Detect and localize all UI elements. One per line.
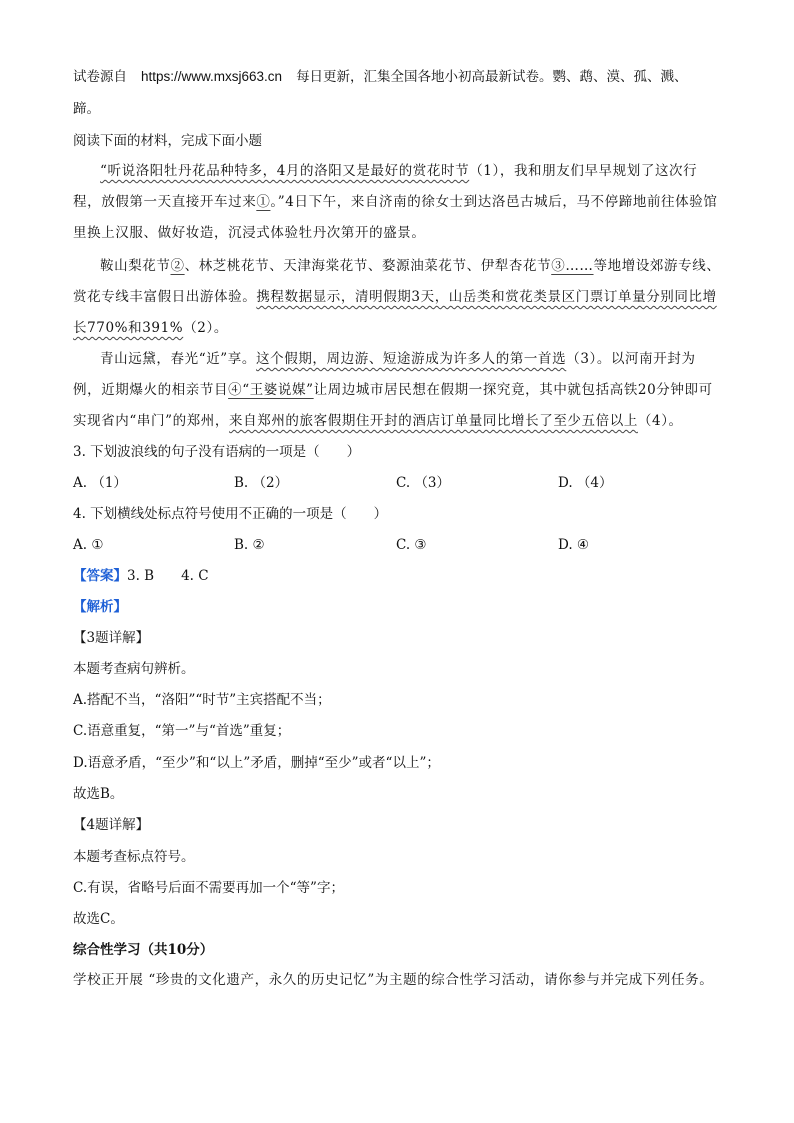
punct-mark-3: ③…… [551,258,594,274]
reading-instruction: 阅读下面的材料，完成下面小题 [73,133,262,149]
detail-3-line: A.搭配不当，“洛阳”“时节”主宾搭配不当； [73,692,331,708]
section-title: 综合性学习（共10分） [73,942,214,958]
q3-option-d[interactable]: D. （4） [558,475,613,491]
answer-text: 3. B 4. C [127,568,209,584]
analysis-label: 【解析】 [73,599,127,615]
detail-4-line: 故选C。 [73,911,124,927]
passage-paragraph-2: 鞍山梨花节②、林芝桃花节、天津海棠花节、婺源油菜花节、伊犁杏花节③……等地增设郊游专线、赏花专线丰富假日出游体验。携程数据显示，清明假期3天，山岳类和赏花类景区门票订单量分别同比增长770%和391%（2）。 [73,258,721,336]
passage-paragraph-3: 青山远黛，春光“近”享。这个假期，周边游、短途游成为许多人的第一首选（3）。以河南开封为例，近期爆火的相亲节目④“王婆说媒”让周边城市居民想在假期一探究竟，其中就包括高铁20分钟即可实现省内“串门”的郑州，来自郑州的旅客假期住开封的酒店订单量同比增长了至少五倍以上（4）。 [73,351,713,429]
q4-option-d[interactable]: D. ④ [558,537,590,553]
q4-option-c[interactable]: C. ③ [396,537,427,553]
q3-option-b[interactable]: B. （2） [234,475,289,491]
detail-4-line: C.有误，省略号后面不需要再加一个“等”字； [73,880,344,896]
detail-4-line: 本题考查标点符号。 [73,849,195,865]
header-wrap: 蹄。 [73,101,100,117]
question-3-stem: 3. 下划波浪线的句子没有语病的一项是（ ） [73,444,361,460]
wavy-sentence-2: 携程数据显示，清明假期3天，山岳类和赏花类景区门票订单量分别同比增长770%和391% [73,289,717,336]
header-suffix: 每日更新，汇集全国各地小初高最新试卷。鹦、鹉、漠、孤、溅、 [296,69,688,85]
detail-4-title: 【4题详解】 [73,817,150,833]
answer-line [73,566,209,586]
q3-option-c[interactable]: C. （3） [396,475,451,491]
detail-3-line: 故选B。 [73,786,124,802]
q4-option-b[interactable]: B. ② [234,537,265,553]
wavy-sentence-4: 来自郑州的旅客假期住开封的酒店订单量同比增长了至少五倍以上 [229,413,638,429]
source-header [73,67,688,87]
q4-option-a[interactable]: A. ① [73,537,104,553]
header-prefix: 试卷源自 [73,69,127,85]
detail-3-title: 【3题详解】 [73,630,150,646]
detail-3-line: 本题考查病句辨析。 [73,661,195,677]
wavy-sentence-1: “听说洛阳牡丹花品种特多，4月的洛阳又是最好的赏花时节 [100,163,470,179]
passage-paragraph-1: “听说洛阳牡丹花品种特多，4月的洛阳又是最好的赏花时节（1），我和朋友们早早规划了这次行程，放假第一天直接开车过来①。”4日下午，来自济南的徐女士到达洛邑古城后，马不停蹄地前往体验馆里换上汉服、做好妆造，沉浸式体验牡丹次第开的盛景。 [73,163,718,241]
answer-label: 【答案】 [73,568,127,584]
task-paragraph: 学校正开展 “珍贵的文化遗产，永久的历史记忆”为主题的综合性学习活动，请你参与并完成下列任务。 [73,972,714,988]
punct-mark-4: ④“王婆说媒” [228,382,314,398]
source-url[interactable]: https://www.mxsj663.cn [141,69,283,84]
detail-3-line: D.语意矛盾，“至少”和“以上”矛盾，删掉“至少”或者“以上”； [73,755,440,771]
punct-mark-2: ② [170,258,185,274]
detail-3-line: C.语意重复，“第一”与“首选”重复； [73,723,291,739]
question-4-stem: 4. 下划横线处标点符号使用不正确的一项是（ ） [73,506,388,522]
wavy-sentence-3: 这个假期，周边游、短途游成为许多人的第一首选 [256,351,567,367]
punct-mark-1: ① [256,194,271,210]
q3-option-a[interactable]: A. （1） [73,475,127,491]
